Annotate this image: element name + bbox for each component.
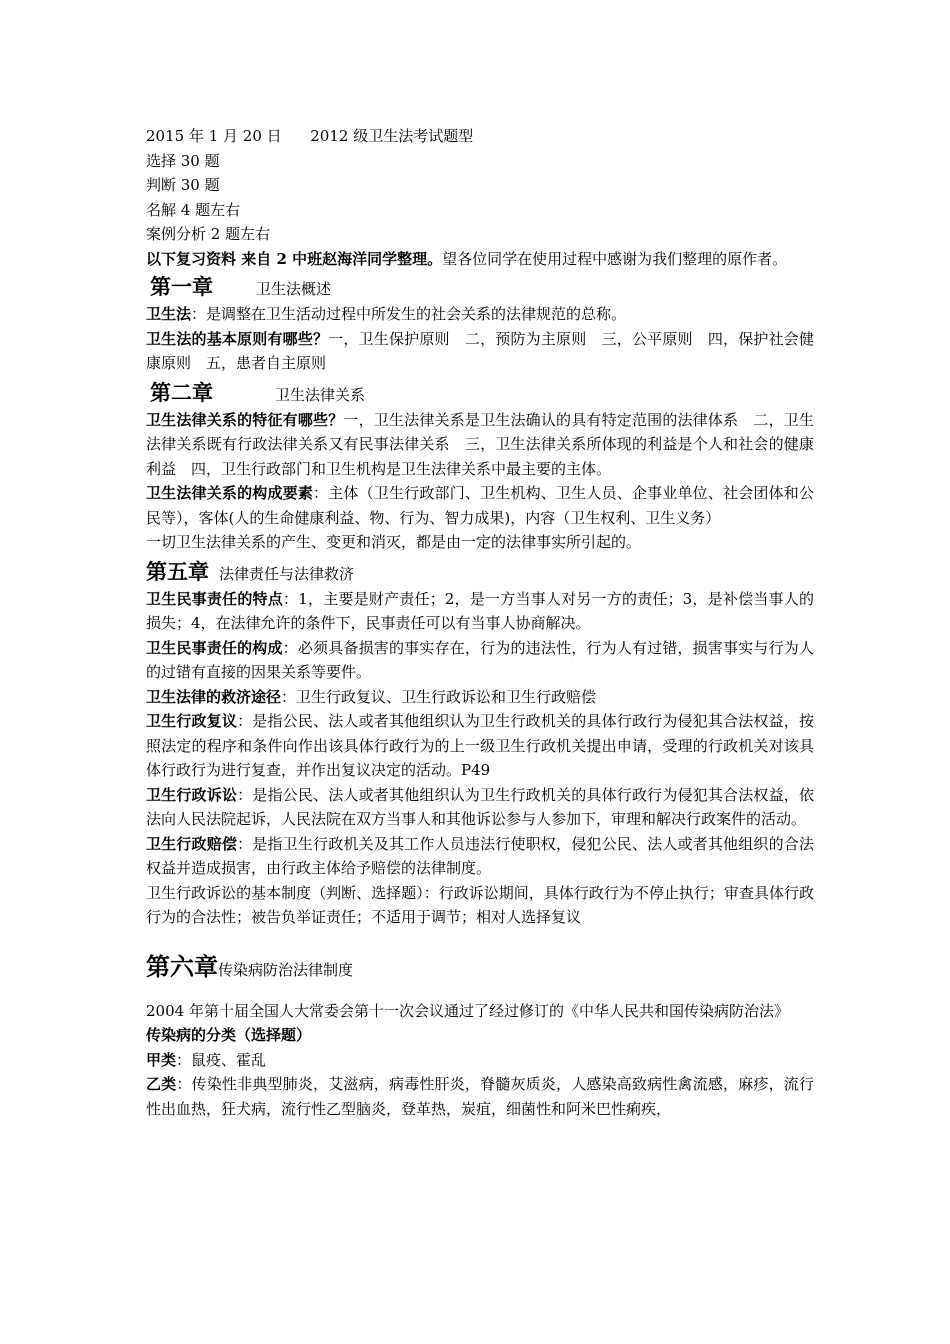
legal-facts: 一切卫生法律关系的产生、变更和消灭，都是由一定的法律事实所引起的。 <box>146 533 642 551</box>
health-law-term: 卫生法 <box>146 305 192 323</box>
legal-relation-elements-text: ：主体（卫生行政部门、卫生机构、卫生人员、企事业单位、社会团体和公民等），客体(人的生命健康利益、物、行为、智力成果)，内容（卫生权利、卫生义务） <box>146 484 814 527</box>
administrative-compensation <box>146 832 814 881</box>
chapter-2-number: 第二章 <box>150 379 213 405</box>
class-b-term: 乙类 <box>146 1075 177 1093</box>
header-line <box>146 124 814 149</box>
administrative-reconsideration <box>146 709 814 783</box>
legal-relation-features <box>146 408 814 482</box>
administrative-compensation-term: 卫生行政赔偿 <box>146 834 238 853</box>
class-b-diseases <box>146 1072 814 1121</box>
class-b-text: ：传染性非典型肺炎，艾滋病，病毒性肝炎，脊髓灰质炎，人感染高致病性禽流感，麻疹，流行性出血热，狂犬病，流行性乙型脑炎，登革热，炭疽，细菌性和阿米巴性痢疾， <box>146 1075 814 1118</box>
civil-liability-features-term: 卫生民事责任的特点 <box>146 589 284 608</box>
administrative-litigation-term: 卫生行政诉讼 <box>146 785 238 804</box>
disease-classification-heading: 传染病的分类（选择题） <box>146 1026 312 1044</box>
exam-type-definition: 名解 4 题左右 <box>146 200 241 219</box>
civil-liability-composition-term: 卫生民事责任的构成 <box>146 638 283 657</box>
class-a-term: 甲类 <box>146 1050 177 1069</box>
chapter-2-heading <box>146 380 814 408</box>
infectious-disease-law: 2004 年第十届全国人大常委会第十一次会议通过了经过修订的《中华人民共和国传染病防治法》 <box>146 1001 789 1020</box>
basic-principles-term: 卫生法的基本原则有哪些？ <box>146 329 329 348</box>
chapter-1-heading <box>146 274 814 302</box>
document-title: 2012 级卫生法考试题型 <box>310 127 474 145</box>
administrative-reconsideration-text: ：是指公民、法人或者其他组织认为卫生行政机关的具体行政行为侵犯其合法权益，按照法定的程序和条件向作出该具体行政行为的上一级卫生行政机关提出申请，受理的行政机关对该具体行政行为进行复查，并作出复议决定的活动。P49 <box>146 712 814 779</box>
basic-principles-text: 一，卫生保护原则 二，预防为主原则 三，公平原则 四，保护社会健康原则 五，患者自主原则 <box>146 329 814 372</box>
basic-principles <box>146 327 814 376</box>
class-a-diseases <box>146 1048 814 1073</box>
intro-bold: 以下复习资料 来自 2 中班赵海洋同学整理。 <box>146 249 443 268</box>
exam-type-case: 案例分析 2 题左右 <box>146 225 271 243</box>
administrative-litigation-text: ：是指公民、法人或者其他组织认为卫生行政机关的具体行政行为侵犯其合法权益，依法向人民法院起诉，人民法院在双方当事人和其他诉讼参与人参加下，审理和解决行政案件的活动。 <box>146 785 814 828</box>
legal-relation-elements <box>146 481 814 530</box>
legal-remedy <box>146 685 814 710</box>
chapter-5-heading <box>146 559 814 587</box>
civil-liability-features-text: ：1，主要是财产责任；2，是一方当事人对另一方的责任；3，是补偿当事人的损失；4，在法律允许的条件下，民事责任可以有当事人协商解决。 <box>146 589 814 632</box>
exam-type-judgment: 判断 30 题 <box>146 176 220 194</box>
civil-liability-features <box>146 587 814 636</box>
chapter-6-title: 传染病防治法律制度 <box>218 960 354 979</box>
chapter-5-number: 第五章 <box>146 558 209 584</box>
legal-remedy-term: 卫生法律的救济途径 <box>146 687 282 706</box>
intro-text: 望各位同学在使用过程中感谢为我们整理的原作者。 <box>442 249 788 268</box>
exam-type-choice: 选择 30 题 <box>146 151 220 170</box>
document-date: 2015 年 1 月 20 日 <box>146 127 282 145</box>
health-law-text: ：是调整在卫生活动过程中所发生的社会关系的法律规范的总称。 <box>191 305 627 323</box>
administrative-compensation-text: ：是指卫生行政机关及其工作人员违法行使职权，侵犯公民、法人或者其他组织的合法权益并造成损害，由行政主体给予赔偿的法律制度。 <box>146 834 814 877</box>
legal-remedy-text: ：卫生行政复议、卫生行政诉讼和卫生行政赔偿 <box>281 687 597 706</box>
chapter-2-title: 卫生法律关系 <box>275 385 366 404</box>
health-law-definition <box>146 302 814 327</box>
legal-relation-elements-term: 卫生法律关系的构成要素 <box>146 484 314 502</box>
chapter-6-number: 第六章 <box>146 951 218 981</box>
intro-paragraph <box>146 247 814 272</box>
legal-relation-features-text: 一，卫生法律关系是卫生法确认的具有特定范围的法律体系 二，卫生法律关系既有行政法律关系又有民事法律关系 三，卫生法律关系所体现的利益是个人和社会的健康利益 四，卫生行政部门和卫生机构是卫生法律关系中最主要的主体。 <box>146 410 814 478</box>
chapter-1-title: 卫生法概述 <box>256 280 332 298</box>
class-a-text: ：鼠疫、霍乱 <box>176 1050 267 1069</box>
administrative-reconsideration-term: 卫生行政复议 <box>146 712 238 730</box>
civil-liability-composition-text: ：必须具备损害的事实存在，行为的违法性，行为人有过错，损害事实与行为人的过错有直接的因果关系等要件。 <box>146 638 814 681</box>
chapter-5-title: 法律责任与法律救济 <box>219 564 355 583</box>
litigation-basic-system: 卫生行政诉讼的基本制度（判断、选择题）：行政诉讼期间，具体行政行为不停止执行；审查具体行政行为的合法性；被告负举证责任；不适用于调节；相对人选择复议 <box>146 883 814 926</box>
document-page <box>146 124 814 1121</box>
legal-relation-features-term: 卫生法律关系的特征有哪些？ <box>146 410 344 429</box>
civil-liability-composition <box>146 636 814 685</box>
administrative-litigation <box>146 783 814 832</box>
chapter-1-number: 第一章 <box>150 274 213 299</box>
chapter-6-heading <box>146 952 814 985</box>
